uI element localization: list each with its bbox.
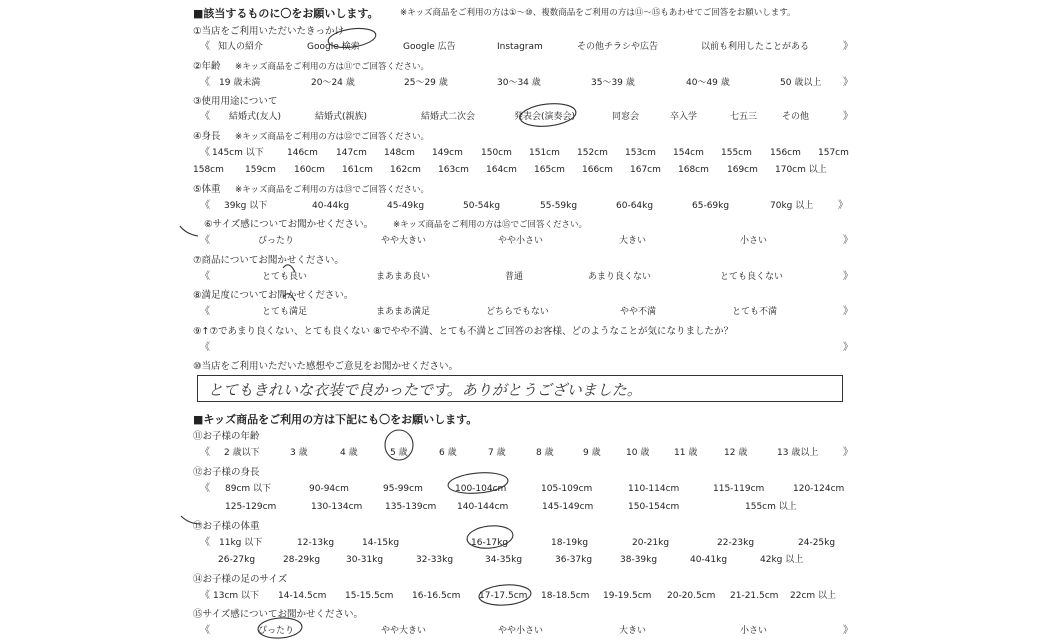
q6-option: 小さい <box>740 236 768 246</box>
q2-option: 35～39 歳 <box>591 78 635 88</box>
q2-option: 50 歳以上 <box>780 78 822 88</box>
q11-open-bracket: 《 <box>200 447 210 458</box>
q4-row2-option: 163cm <box>438 165 469 175</box>
q1-option: 以前も利用したことがある <box>701 42 810 52</box>
q1-option: Google 検索 <box>307 42 360 52</box>
q4-row2-option: 161cm <box>342 165 373 175</box>
q13-row1-option: 22-23kg <box>717 538 755 548</box>
q13-row2-option: 28-29kg <box>283 555 321 565</box>
q4-row2-option: 164cm <box>486 165 517 175</box>
question-11-label: ⑪お子様の年齢 <box>193 431 260 442</box>
question-12-label: ⑫お子様の身長 <box>193 467 260 478</box>
q4-row1-option: 155cm <box>721 148 752 158</box>
q4-row2-option: 160cm <box>294 165 325 175</box>
q15-open-bracket: 《 <box>200 625 210 636</box>
q3-option: 同窓会 <box>612 112 640 122</box>
q14-option: 14-14.5cm <box>278 591 327 601</box>
q13-row1-option: 20-21kg <box>632 538 670 548</box>
q4-row2-option: 168cm <box>678 165 709 175</box>
q13-row2-option: 34-35kg <box>485 555 523 565</box>
q12-row1-option: 105-109cm <box>541 484 593 494</box>
q13-row1-option: 11kg 以下 <box>219 538 263 548</box>
q13-row2-option: 42kg 以上 <box>760 555 804 565</box>
question-14-label: ⑭お子様の足のサイズ <box>193 574 288 585</box>
q15-option: やや小さい <box>498 626 544 636</box>
q12-row1-option: 95-99cm <box>383 484 423 494</box>
question-5-label: ⑤体重 <box>193 184 221 195</box>
question-6-label: ⑥サイズ感についてお聞かせください。 <box>204 219 374 230</box>
q1-close-bracket: 》 <box>843 41 853 52</box>
q5-option: 70kg 以上 <box>770 201 814 211</box>
q12-row1-option: 115-119cm <box>713 484 765 494</box>
q4-row1-option: 147cm <box>336 148 367 158</box>
q8-option: まあまあ満足 <box>376 307 431 317</box>
question-5-note: ※キッズ商品をご利用の方は⑬でご回答ください。 <box>235 185 429 195</box>
q12-row2-option: 135-139cm <box>385 502 437 512</box>
q11-option: 3 歳 <box>290 448 308 458</box>
q12-row2-option: 125-129cm <box>225 502 277 512</box>
q12-row2-option: 150-154cm <box>628 502 680 512</box>
q1-option: 知人の紹介 <box>218 42 264 52</box>
q13-row1-open-bracket: 《 <box>200 537 210 548</box>
q12-row1-open-bracket: 《 <box>200 483 210 494</box>
q4-row2-option: 167cm <box>630 165 661 175</box>
q14-option: 22cm 以上 <box>790 591 837 601</box>
q5-option: 65-69kg <box>692 201 730 211</box>
q8-option: やや不満 <box>620 307 657 317</box>
q5-option: 60-64kg <box>616 201 654 211</box>
q8-close-bracket: 》 <box>843 306 853 317</box>
q13-row2-option: 32-33kg <box>416 555 454 565</box>
q11-option: 4 歳 <box>340 448 358 458</box>
check-mark-q7 <box>283 265 295 272</box>
q2-option: 25～29 歳 <box>404 78 448 88</box>
q15-option: やや大きい <box>381 626 427 636</box>
q7-option: まあまあ良い <box>376 272 431 282</box>
question-4-note: ※キッズ商品をご利用の方は⑫でご回答ください。 <box>235 132 429 142</box>
q13-row1-option: 24-25kg <box>798 538 836 548</box>
q11-option: 2 歳以下 <box>224 448 260 458</box>
q12-row1-option: 110-114cm <box>628 484 680 494</box>
q4-row1-open-bracket: 《 <box>200 147 210 158</box>
q1-option: Instagram <box>497 42 543 52</box>
q14-option: 20-20.5cm <box>667 591 716 601</box>
q3-option: 結婚式二次会 <box>421 112 476 122</box>
q15-option: 小さい <box>740 626 768 636</box>
q4-row2-option: 159cm <box>245 165 276 175</box>
q8-option: とても満足 <box>262 307 308 317</box>
q4-row1-option: 151cm <box>529 148 560 158</box>
q4-row1-option: 152cm <box>577 148 608 158</box>
q13-row2-option: 30-31kg <box>346 555 384 565</box>
q3-option: 七五三 <box>730 112 758 122</box>
q2-close-bracket: 》 <box>843 77 853 88</box>
q11-option: 11 歳 <box>674 448 698 458</box>
q11-option: 7 歳 <box>488 448 506 458</box>
q6-close-bracket: 》 <box>843 235 853 246</box>
q13-row2-option: 38-39kg <box>620 555 658 565</box>
question-13-label: ⑬お子様の体重 <box>193 521 260 532</box>
circle-mark-q14 <box>478 583 531 607</box>
circle-mark-q15 <box>257 616 302 639</box>
question-1-label: ①当店をご利用いただいたきっかけ <box>193 26 345 37</box>
question-9-label: ⑨↑⑦であまり良くない、とても良くない ⑧でやや不満、とても不満とご回答のお客様、どのようなことが気になりましたか？ <box>193 326 734 337</box>
q7-option: 普通 <box>505 272 524 282</box>
q5-open-bracket: 《 <box>200 200 210 211</box>
q14-option: 15-15.5cm <box>345 591 394 601</box>
circle-mark-q1 <box>327 26 377 51</box>
q14-option: 13cm 以下 <box>213 591 260 601</box>
q5-close-bracket: 》 <box>838 200 848 211</box>
q12-row1-option: 100-104cm <box>455 484 507 494</box>
q4-row1-option: 146cm <box>287 148 318 158</box>
q12-row2-option: 155cm 以上 <box>745 502 797 512</box>
q3-option: 卒入学 <box>670 112 698 122</box>
q1-option: Google 広告 <box>403 42 456 52</box>
q5-option: 45-49kg <box>387 201 425 211</box>
section-title: ■該当するものに〇をお願いします。 <box>193 7 379 20</box>
q2-option: 30～34 歳 <box>497 78 541 88</box>
q12-row2-option: 140-144cm <box>457 502 509 512</box>
q3-close-bracket: 》 <box>843 111 853 122</box>
q13-row1-option: 12-13kg <box>297 538 335 548</box>
q6-option: ぴったり <box>258 236 295 246</box>
q14-option: 21-21.5cm <box>730 591 779 601</box>
q4-row1-option: 156cm <box>770 148 801 158</box>
q7-option: あまり良くない <box>588 272 652 282</box>
q3-option: 結婚式(友人) <box>229 112 282 122</box>
q11-option: 9 歳 <box>583 448 601 458</box>
circle-mark-q13 <box>466 524 514 551</box>
q7-close-bracket: 》 <box>843 271 853 282</box>
q4-row1-option: 145cm 以下 <box>212 148 264 158</box>
q4-row2-option: 165cm <box>534 165 565 175</box>
q11-option: 13 歳以上 <box>777 448 819 458</box>
q3-open-bracket: 《 <box>200 111 210 122</box>
q14-option: 16-16.5cm <box>412 591 461 601</box>
q5-option: 55-59kg <box>540 201 578 211</box>
q3-option: 発表会(演奏会) <box>514 112 576 122</box>
q11-option: 6 歳 <box>439 448 457 458</box>
q4-row1-option: 157cm <box>818 148 849 158</box>
q5-option: 40-44kg <box>312 201 350 211</box>
q12-row1-option: 120-124cm <box>793 484 845 494</box>
q14-option: 17-17.5cm <box>479 591 528 601</box>
q3-option: 結婚式(親族) <box>315 112 368 122</box>
q7-option: とても良い <box>262 272 308 282</box>
q13-row1-option: 18-19kg <box>551 538 589 548</box>
q4-row2-option: 162cm <box>390 165 421 175</box>
question-4-label: ④身長 <box>193 131 221 142</box>
q15-close-bracket: 》 <box>843 625 853 636</box>
q4-row2-option: 170cm 以上 <box>775 165 827 175</box>
q4-row2-option: 169cm <box>727 165 758 175</box>
kids-section-title: ■キッズ商品をご利用の方は下記にも〇をお願いします。 <box>193 413 478 426</box>
q13-row1-option: 14-15kg <box>362 538 400 548</box>
question-10-label: ⑩当店をご利用いただいた感想やご意見をお聞かせください。 <box>193 361 459 372</box>
q6-option: 大きい <box>619 236 647 246</box>
q9-open-bracket: 《 <box>200 342 210 353</box>
q11-option: 8 歳 <box>536 448 554 458</box>
q12-row1-option: 89cm 以下 <box>225 484 272 494</box>
q4-row1-option: 149cm <box>432 148 463 158</box>
margin-mark-1 <box>180 226 198 236</box>
q4-row2-option: 166cm <box>582 165 613 175</box>
q15-option: 大きい <box>619 626 647 636</box>
q14-option: 19-19.5cm <box>603 591 652 601</box>
q1-open-bracket: 《 <box>200 41 210 52</box>
question-2-label: ②年齢 <box>193 61 221 72</box>
q7-open-bracket: 《 <box>200 271 210 282</box>
q2-open-bracket: 《 <box>200 77 210 88</box>
q12-row2-option: 130-134cm <box>311 502 363 512</box>
question-8-label: ⑧満足度についてお聞かせください。 <box>193 290 354 301</box>
circle-mark-q12 <box>447 470 509 495</box>
q4-row1-option: 148cm <box>384 148 415 158</box>
q1-option: その他チラシや広告 <box>577 42 659 52</box>
q2-option: 20～24 歳 <box>311 78 355 88</box>
q14-open-bracket: 《 <box>200 590 210 601</box>
q11-option: 10 歳 <box>626 448 650 458</box>
question-15-label: ⑮サイズ感についてお聞かせください。 <box>193 609 364 620</box>
q6-open-bracket: 《 <box>200 235 210 246</box>
question-3-label: ③使用用途について <box>193 96 278 107</box>
q7-option: とても良くない <box>720 272 784 282</box>
q4-row1-option: 150cm <box>481 148 512 158</box>
q4-row1-option: 154cm <box>673 148 704 158</box>
q14-option: 18-18.5cm <box>541 591 590 601</box>
q12-row1-option: 90-94cm <box>309 484 349 494</box>
q6-option: やや大きい <box>381 236 427 246</box>
q8-option: どちらでもない <box>486 307 549 317</box>
circle-mark-q11 <box>385 430 413 460</box>
q9-close-bracket: 》 <box>843 342 853 353</box>
q12-row2-option: 145-149cm <box>542 502 594 512</box>
q2-option: 40～49 歳 <box>686 78 730 88</box>
q13-row2-option: 36-37kg <box>555 555 593 565</box>
check-mark-q8 <box>283 294 295 301</box>
q11-close-bracket: 》 <box>843 447 853 458</box>
q5-option: 39kg 以下 <box>224 201 268 211</box>
circle-mark-q3 <box>519 101 577 129</box>
question-6-note: ※キッズ商品をご利用の方は⑮でご回答ください。 <box>393 220 587 230</box>
q4-row1-option: 153cm <box>625 148 656 158</box>
q8-option: とても不満 <box>732 307 778 317</box>
margin-mark-2 <box>181 516 201 524</box>
question-2-note: ※キッズ商品をご利用の方は⑪でご回答ください。 <box>235 62 429 72</box>
q15-option: ぴったり <box>258 626 295 636</box>
q3-option: その他 <box>782 112 810 122</box>
q4-row2-option: 158cm <box>193 165 224 175</box>
handwritten-comment: とてもきれいな衣装で良かったです。ありがとうございました。 <box>208 381 642 399</box>
q11-option: 12 歳 <box>724 448 748 458</box>
q6-option: やや小さい <box>498 236 544 246</box>
q13-row2-option: 40-41kg <box>690 555 728 565</box>
q11-option: 5 歳 <box>390 448 408 458</box>
question-7-label: ⑦商品についてお聞かせください。 <box>193 255 344 266</box>
q8-open-bracket: 《 <box>200 306 210 317</box>
q2-option: 19 歳未満 <box>219 78 261 88</box>
q13-row1-option: 16-17kg <box>471 538 509 548</box>
q13-row2-option: 26-27kg <box>218 555 256 565</box>
section-note: ※キッズ商品をご利用の方は①～⑩、複数商品をご利用の方は⑪～⑮もあわせてご回答をお願いします。 <box>400 8 796 18</box>
q5-option: 50-54kg <box>463 201 501 211</box>
